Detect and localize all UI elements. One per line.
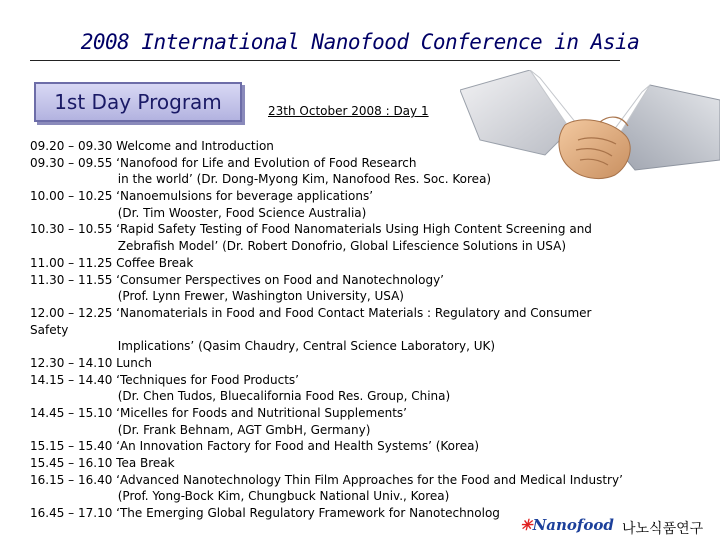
program-line: (Dr. Frank Behnam, AGT GmbH, Germany) (30, 422, 371, 437)
program-line: 14.15 – 14.40 ‘Techniques for Food Products’ (30, 372, 299, 387)
conference-title: 2008 International Nanofood Conference in Asia (80, 30, 640, 54)
program-line: 16.45 – 17.10 ‘The Emerging Global Regulatory Framework for Nanotechnolog (30, 506, 500, 521)
program-line: Safety (30, 322, 69, 337)
program-line: 12.00 – 12.25 ‘Nanomaterials in Food and Food Contact Materials : Regulatory and Consumer (30, 305, 592, 320)
program-line: Implications’ (Qasim Chaudry, Central Science Laboratory, UK) (30, 339, 496, 354)
program-line: 14.45 – 15.10 ‘Micelles for Foods and Nutritional Supplements’ (30, 406, 407, 420)
program-line: (Prof. Yong-Bock Kim, Chungbuck National Univ., Korea) (30, 489, 450, 504)
day-program-label: 1st Day Program (54, 90, 222, 114)
program-schedule (30, 138, 690, 522)
program-line: 09.30 – 09.55 ‘Nanofood for Life and Evolution of Food Research (30, 155, 417, 170)
korean-org-name: 나노식품연구 (622, 521, 704, 537)
program-line: 12.30 – 14.10 Lunch (30, 355, 153, 370)
program-line: 11.00 – 11.25 Coffee Break (30, 255, 194, 270)
program-line: 15.15 – 15.40 ‘An Innovation Factory for Food and Health Systems’ (Korea) (30, 439, 480, 454)
program-line: (Dr. Tim Wooster, Food Science Australia) (30, 205, 367, 220)
nanofood-logo (520, 516, 614, 534)
program-line: in the world’ (Dr. Dong-Myong Kim, Nanofood Res. Soc. Korea) (30, 172, 492, 187)
program-line: Zebrafish Model’ (Dr. Robert Donofrio, Global Lifescience Solutions in USA) (30, 239, 567, 254)
logo-mark-icon: ✳ (520, 516, 533, 534)
program-line: 10.30 – 10.55 ‘Rapid Safety Testing of Food Nanomaterials Using High Content Screening and (30, 222, 592, 237)
program-line: (Prof. Lynn Frewer, Washington University, USA) (30, 289, 404, 304)
program-line: 16.15 – 16.40 ‘Advanced Nanotechnology Thin Film Approaches for the Food and Medical Industry’ (30, 472, 623, 487)
program-line: 10.00 – 10.25 ‘Nanoemulsions for beverage applications’ (30, 189, 374, 204)
program-line: (Dr. Chen Tudos, Bluecalifornia Food Res. Group, China) (30, 389, 451, 404)
program-line: 15.45 – 16.10 Tea Break (30, 456, 175, 471)
title-divider (30, 60, 620, 61)
program-line: 09.20 – 09.30 Welcome and Introduction (30, 139, 274, 153)
program-line: 11.30 – 11.55 ‘Consumer Perspectives on Food and Nanotechnology’ (30, 272, 444, 287)
day-program-box (34, 82, 242, 122)
logo-text: Nanofood (532, 516, 614, 534)
date-label: 23th October 2008 : Day 1 (268, 104, 429, 118)
